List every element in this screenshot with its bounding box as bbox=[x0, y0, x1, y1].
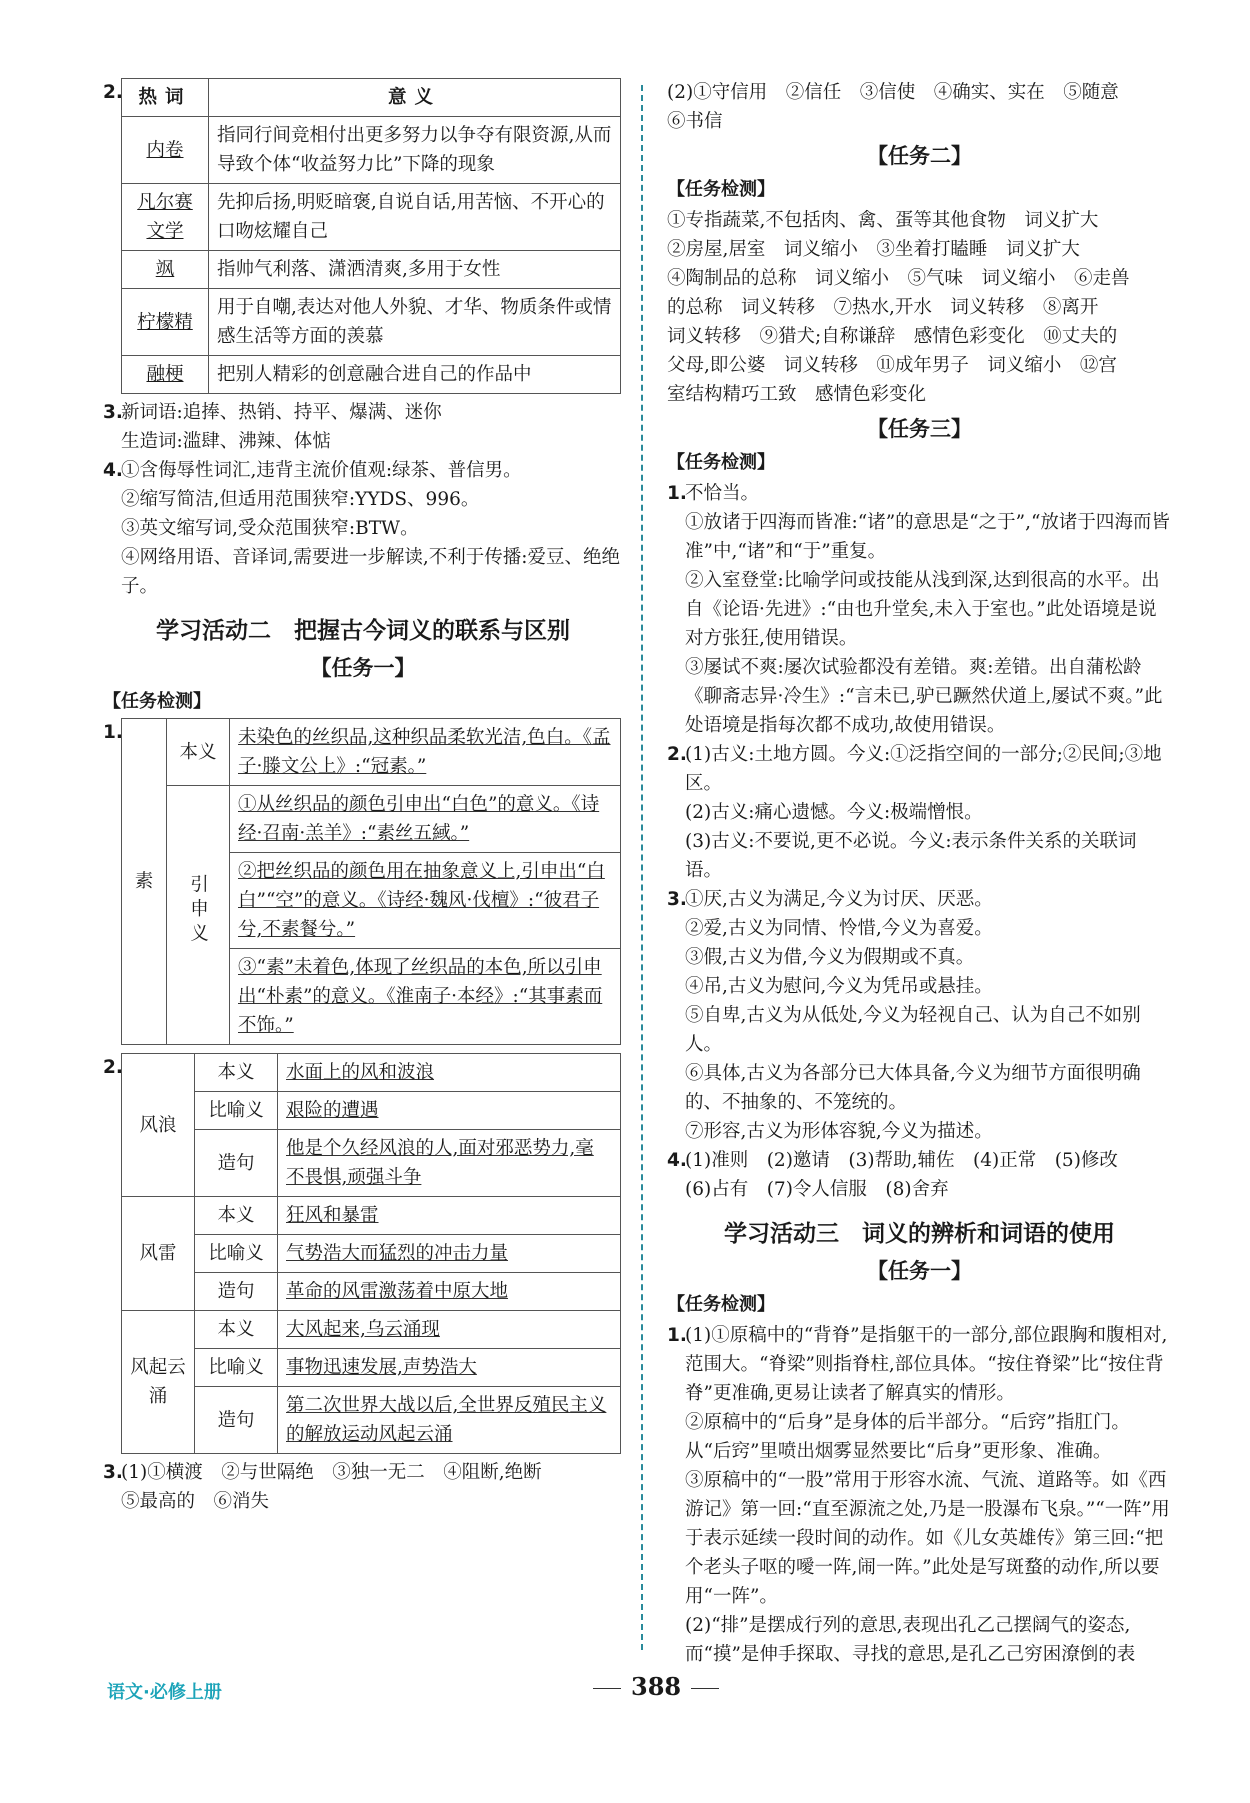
su-meaning-table bbox=[121, 718, 621, 1045]
q-number: 3. bbox=[103, 1462, 123, 1483]
yinshen-label bbox=[167, 786, 230, 1045]
row-label: 造句 bbox=[195, 1130, 278, 1197]
table-row bbox=[122, 1197, 621, 1235]
q3b-block bbox=[103, 1458, 623, 1516]
yinshen-text: ③“素”未着色,体现了丝织品的本色,所以引申出“朴素”的意义。《淮南子·本经》:“其事素而不饰。” bbox=[230, 949, 621, 1045]
hot-word: 柠檬精 bbox=[122, 289, 209, 356]
row-text: 狂风和暴雷 bbox=[278, 1197, 621, 1235]
t3q4-block bbox=[667, 1146, 1172, 1204]
row-text: 第二次世界大战以后,全世界反殖民主义的解放运动风起云涌 bbox=[278, 1387, 621, 1454]
answer-para: ④吊,古义为慰问,今义为凭吊或悬挂。 bbox=[685, 976, 993, 997]
yinshen-text: ②把丝织品的颜色用在抽象意义上,引申出“白白”“空”的意义。《诗经·魏风·伐檀》:“彼君子兮,不素餐兮。” bbox=[230, 853, 621, 949]
word-cell: 风浪 bbox=[122, 1054, 195, 1197]
table-row bbox=[122, 356, 621, 394]
answer-line: 父母,即公婆 词义转移 ⑪成年男子 词义缩小 ⑫宫 bbox=[667, 355, 1117, 376]
su-table-block bbox=[103, 718, 623, 1045]
answer-line: 不恰当。 bbox=[685, 483, 760, 504]
answer-line: (6)占有 (7)令人信服 (8)舍弃 bbox=[685, 1179, 949, 1200]
answer-para: ⑤自卑,古义为从低处,今义为轻视自己、认为自己不如别人。 bbox=[685, 1005, 1141, 1055]
answer-para: ③原稿中的“一股”常用于形容水流、气流、道路等。如《西游记》第一回:“直至源流之处,乃是一股瀑布飞泉。”“一阵”用于表示延续一段时间的动作。如《儿女英雄传》第三回:“把个老头子呕的噯一阵,闹一阵。”此处是写斑蝥的动作,所以要用“一阵”。 bbox=[685, 1470, 1170, 1607]
table-row bbox=[122, 117, 621, 184]
answer-para: ③屡试不爽:屡次试验都没有差错。爽:差错。出自蒲松龄《聊斋志异·冷生》:“言未已,驴已蹶然伏道上,屡试不爽。”此处语境是指每次都不成功,故使用错误。 bbox=[685, 657, 1163, 736]
q-number: 2. bbox=[103, 1057, 123, 1078]
answer-line: ④网络用语、音译词,需要进一步解读,不利于传播:爱豆、绝绝子。 bbox=[121, 547, 620, 597]
answer-para: (2)“排”是摆成行列的意思,表现出孔乙己摆阔气的姿态,而“摸”是伸手探取、寻找的意思,是孔乙己穷困潦倒的表 bbox=[685, 1615, 1136, 1665]
answer-para: ①放诸于四海而皆准:“诸”的意思是“之于”,“放诸于四海而皆准”中,“诸”和“于”重复。 bbox=[685, 512, 1170, 562]
hot-word-meaning: 先抑后扬,明贬暗褒,自说自话,用苦恼、不开心的口吻炫耀自己 bbox=[209, 184, 621, 251]
answer-line: ⑤最高的 ⑥消失 bbox=[121, 1491, 270, 1512]
answer-line: (2)①守信用 ②信任 ③信使 ④确实、实在 ⑤随意 bbox=[667, 82, 1119, 103]
table-row bbox=[122, 1235, 621, 1273]
answer-para: ②爱,古义为同情、怜惜,今义为喜爱。 bbox=[685, 918, 993, 939]
q-number: 2. bbox=[667, 744, 687, 765]
answer-para: ②入室登堂:比喻学问或技能从浅到深,达到很高的水平。出自《论语·先进》:“由也升堂矣,未入于室也。”此处语境是说对方张狂,使用错误。 bbox=[685, 570, 1160, 649]
q-number: 2. bbox=[103, 82, 123, 103]
hot-word-meaning: 用于自嘲,表达对他人外貌、才华、物质条件或情感生活等方面的羡慕 bbox=[209, 289, 621, 356]
word-cell: 风雷 bbox=[122, 1197, 195, 1311]
q3-block bbox=[103, 398, 623, 456]
answer-line: ①含侮辱性词汇,违背主流价值观:绿茶、普信男。 bbox=[121, 460, 522, 481]
right-column bbox=[667, 78, 1172, 1669]
answer-line: ②缩写简洁,但适用范围狭窄:YYDS、996。 bbox=[121, 489, 480, 510]
table-row bbox=[122, 289, 621, 356]
t3q3-block bbox=[667, 885, 1172, 1146]
yinshen-label-text: 引申义 bbox=[187, 873, 209, 948]
answer-line: 词义转移 ⑨猎犬;自称谦辞 感情色彩变化 ⑩丈夫的 bbox=[667, 326, 1118, 347]
q-number: 1. bbox=[667, 483, 687, 504]
hot-word-meaning: 把别人精彩的创意融合进自己的作品中 bbox=[209, 356, 621, 394]
task-heading: 【任务三】 bbox=[867, 417, 972, 441]
check-label: 【任务检测】 bbox=[667, 179, 775, 200]
q-number: 1. bbox=[667, 1325, 687, 1346]
character-cell: 素 bbox=[122, 719, 167, 1045]
column-divider bbox=[641, 85, 643, 1650]
activity-heading: 学习活动二 把握古今词义的联系与区别 bbox=[156, 618, 570, 644]
row-text: 大风起来,乌云涌现 bbox=[278, 1311, 621, 1349]
t3q2-block bbox=[667, 740, 1172, 885]
answer-line: (1)准则 (2)邀请 (3)帮助,辅佐 (4)正常 (5)修改 bbox=[685, 1150, 1118, 1171]
answer-line: ④陶制品的总称 词义缩小 ⑤气味 词义缩小 ⑥走兽 bbox=[667, 268, 1130, 289]
row-label: 本义 bbox=[195, 1311, 278, 1349]
table-header-cell: 热词 bbox=[122, 79, 209, 117]
a3q1-block bbox=[667, 1321, 1172, 1669]
table-row bbox=[122, 1387, 621, 1454]
answer-line: (1)①横渡 ②与世隔绝 ③独一无二 ④阻断,绝断 bbox=[121, 1462, 542, 1483]
table-row bbox=[122, 251, 621, 289]
yinshen-text: ①从丝织品的颜色引申出“白色”的意义。《诗经·召南·羔羊》:“素丝五緎。” bbox=[230, 786, 621, 853]
answer-line: 生造词:滥肆、沸辣、体惦 bbox=[121, 431, 331, 452]
q2-block bbox=[103, 78, 623, 398]
task-heading: 【任务一】 bbox=[310, 656, 416, 680]
answer-para: ⑥具体,古义为各部分已大体具备,今义为细节方面很明确的、不抽象的、不笼统的。 bbox=[685, 1063, 1141, 1113]
answer-para: ②原稿中的“后身”是身体的后半部分。“后窍”指肛门。从“后窍”里喷出烟雾显然要比“后身”更形象、准确。 bbox=[685, 1412, 1130, 1462]
check-label: 【任务检测】 bbox=[667, 452, 775, 473]
row-text: 革命的风雷激荡着中原大地 bbox=[278, 1273, 621, 1311]
row-text: 气势浩大而猛烈的冲击力量 bbox=[278, 1235, 621, 1273]
answer-para: ③假,古义为借,今义为假期或不真。 bbox=[685, 947, 975, 968]
left-column bbox=[103, 78, 623, 1516]
answer-para: (3)古义:不要说,更不必说。今义:表示条件关系的关联词语。 bbox=[685, 831, 1137, 881]
q4-block bbox=[103, 456, 623, 601]
row-text: 艰险的遭遇 bbox=[278, 1092, 621, 1130]
task-heading: 【任务一】 bbox=[867, 1259, 972, 1283]
hot-word-meaning: 指帅气利落、潇洒清爽,多用于女性 bbox=[209, 251, 621, 289]
answer-para: (1)①原稿中的“背脊”是指躯干的一部分,部位跟胸和腹相对,范围大。“脊梁”则指脊柱,部位具体。“按住脊梁”比“按住背脊”更准确,更易让读者了解真实的情形。 bbox=[685, 1325, 1168, 1404]
book-title-footer: 语文·必修上册 bbox=[107, 1682, 222, 1703]
table-row bbox=[122, 1311, 621, 1349]
answer-line: 室结构精巧工致 感情色彩变化 bbox=[667, 384, 927, 405]
row-text: 水面上的风和波浪 bbox=[278, 1054, 621, 1092]
activity-heading: 学习活动三 词义的辨析和词语的使用 bbox=[724, 1221, 1115, 1247]
row-label: 本义 bbox=[195, 1197, 278, 1235]
answer-para: (2)古义:痛心遗憾。今义:极端憎恨。 bbox=[685, 802, 983, 823]
table-row bbox=[122, 1092, 621, 1130]
hot-word: 凡尔赛文学 bbox=[122, 184, 209, 251]
answer-line: 新词语:追捧、热销、持平、爆满、迷你 bbox=[121, 402, 442, 423]
hot-word: 内卷 bbox=[122, 117, 209, 184]
task-heading: 【任务二】 bbox=[867, 144, 972, 168]
answer-para: ⑦形容,古义为形体容貌,今义为描述。 bbox=[685, 1121, 993, 1142]
check-label: 【任务检测】 bbox=[103, 691, 211, 712]
hot-word: 融梗 bbox=[122, 356, 209, 394]
answer-para: ①厌,古义为满足,今义为讨厌、厌恶。 bbox=[685, 889, 993, 910]
q-number: 1. bbox=[103, 722, 123, 743]
table-row bbox=[122, 1349, 621, 1387]
q-number: 4. bbox=[667, 1150, 687, 1171]
row-text: 事物迅速发展,声势浩大 bbox=[278, 1349, 621, 1387]
check-label: 【任务检测】 bbox=[667, 1294, 775, 1315]
answer-line: ③英文缩写词,受众范围狭窄:BTW。 bbox=[121, 518, 419, 539]
answer-para: (1)古义:土地方圆。今义:①泛指空间的一部分;②民间;③地区。 bbox=[685, 744, 1162, 794]
hot-word: 飒 bbox=[122, 251, 209, 289]
t3q1-block bbox=[667, 479, 1172, 740]
row-label: 造句 bbox=[195, 1387, 278, 1454]
row-label: 本义 bbox=[195, 1054, 278, 1092]
table-row bbox=[122, 184, 621, 251]
table-header bbox=[122, 79, 621, 117]
table-row bbox=[122, 1130, 621, 1197]
row-text: 他是个久经风浪的人,面对邪恶势力,毫不畏惧,顽强斗争 bbox=[278, 1130, 621, 1197]
q-number: 3. bbox=[667, 889, 687, 910]
benyi-label: 本义 bbox=[167, 719, 230, 786]
answer-line: 的总称 词义转移 ⑦热水,开水 词义转移 ⑧离开 bbox=[667, 297, 1099, 318]
table-row bbox=[122, 1273, 621, 1311]
row-label: 比喻义 bbox=[195, 1349, 278, 1387]
word-cell: 风起云涌 bbox=[122, 1311, 195, 1454]
hot-words-table bbox=[121, 78, 621, 394]
q-number: 3. bbox=[103, 402, 123, 423]
benyi-text: 未染色的丝织品,这种织品柔软光洁,色白。《孟子·滕文公上》:“冠素。” bbox=[230, 719, 621, 786]
page-number: 388 bbox=[583, 1672, 729, 1701]
table-row bbox=[122, 1054, 621, 1092]
answer-line: ①专指蔬菜,不包括肉、禽、蛋等其他食物 词义扩大 bbox=[667, 210, 1099, 231]
row-label: 造句 bbox=[195, 1273, 278, 1311]
answer-line: ②房屋,居室 词义缩小 ③坐着打瞌睡 词义扩大 bbox=[667, 239, 1080, 260]
table-header-cell: 意义 bbox=[209, 79, 621, 117]
q-number: 4. bbox=[103, 460, 123, 481]
table-row bbox=[122, 719, 621, 786]
word-meaning-table bbox=[121, 1053, 621, 1454]
q2b-block bbox=[103, 1053, 623, 1454]
row-label: 比喻义 bbox=[195, 1092, 278, 1130]
answer-line: ⑥书信 bbox=[667, 111, 723, 132]
row-label: 比喻义 bbox=[195, 1235, 278, 1273]
table-row bbox=[122, 786, 621, 853]
hot-word-meaning: 指同行间竞相付出更多努力以争夺有限资源,从而导致个体“收益努力比”下降的现象 bbox=[209, 117, 621, 184]
